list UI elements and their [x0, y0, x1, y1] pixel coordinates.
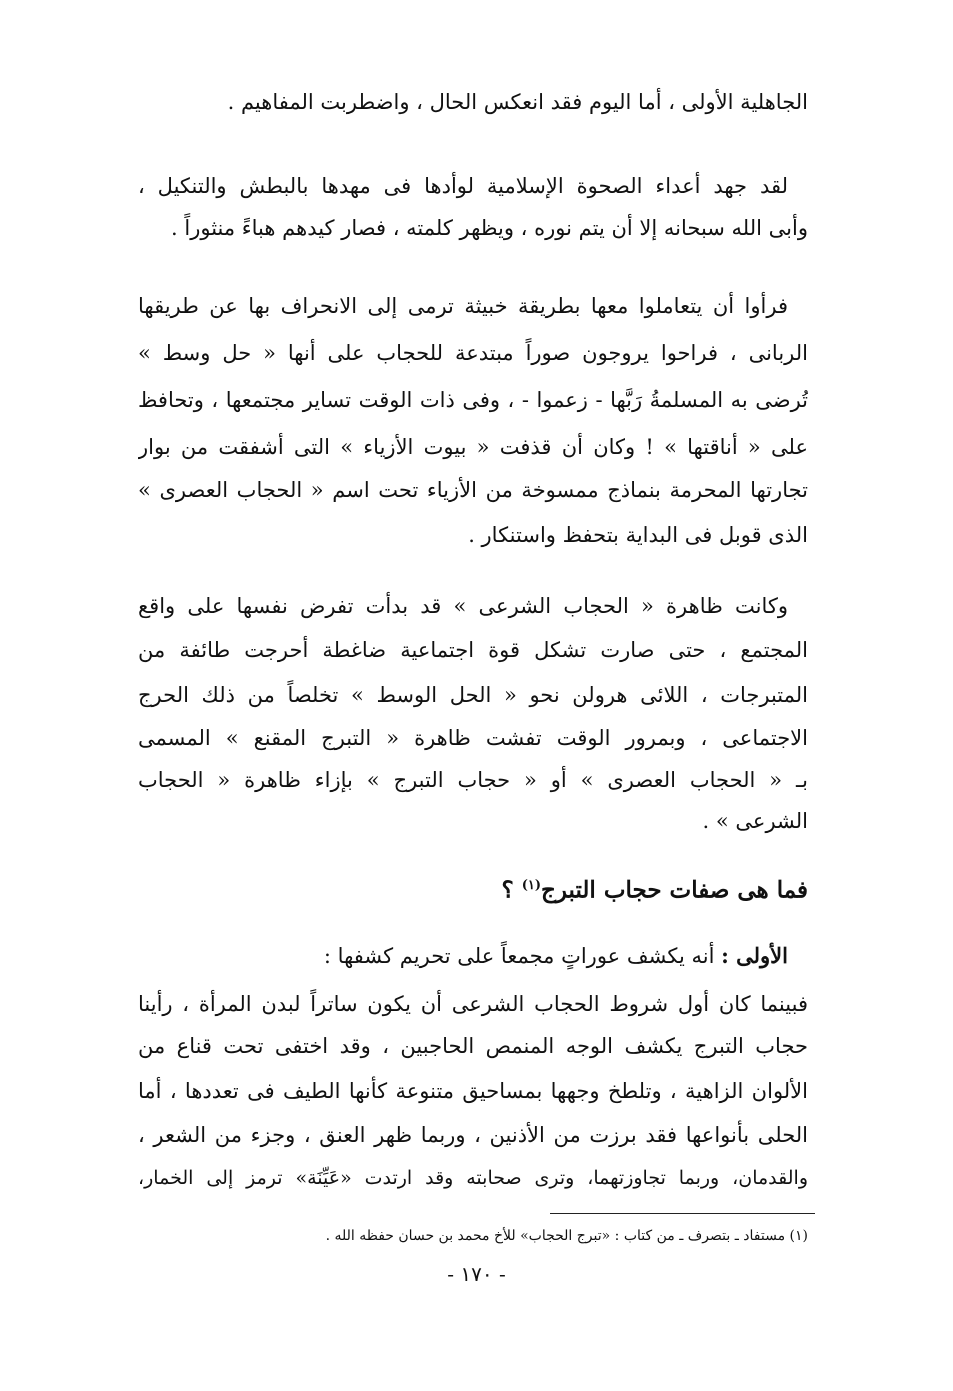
- text-line: والقدمان، وربما تجاوزتهما، وترى صحابته وقد ارتدت «عَيِّنَة» ترمز إلى الخمار،: [138, 1167, 808, 1189]
- text-line: على « أناقتها » ! وكان أن قذفت « بيوت الأزياء » التى أشفقت من بوار: [138, 435, 808, 459]
- text-line: حجاب التبرج يكشف الوجه المنمص الحاجبين ، وقد اختفى تحت قناع من: [138, 1034, 808, 1058]
- text-line: لقد جهد أعداء الصحوة الإسلامية لوأدها فى مهدها بالبطش والتنكيل ،: [138, 174, 788, 198]
- text-line: [138, 936, 788, 976]
- text-line: الألوان الزاهية ، وتلطخ وجهها بمساحيق متنوعة كأنها الطيف فى تعددها ، أما: [138, 1079, 808, 1103]
- text-line: فرأوا أن يتعاملوا معها بطريقة خبيثة ترمى إلى الانحراف بها عن طريقها: [138, 294, 788, 318]
- text-line: الاجتماعى ، وبمرور الوقت تفشت ظاهرة « التبرج المقنع » المسمى: [138, 726, 808, 750]
- footnote-divider: [550, 1213, 815, 1214]
- text-line: وكانت ظاهرة « الحجاب الشرعى » قد بدأت تفرض نفسها على واقع: [138, 594, 788, 618]
- text-line: الحلى بأنواعها فقد برزت من الأذنين ، وربما ظهر العنق ، وجزء من الشعر ،: [138, 1123, 808, 1147]
- text-line: المجتمع ، حتى صارت تشكل قوة اجتماعية ضاغطة أحرجت طائفة من: [138, 638, 808, 662]
- text-line: تُرضى به المسلمةُ رَبَّها - زعموا - ، وفى ذات الوقت تساير مجتمعها ، وتحافظ: [138, 388, 808, 412]
- heading-text: فما هى صفات حجاب التبرج: [541, 876, 808, 904]
- text-line: المتبرجات ، اللائى هرولن نحو « الحل الوسط » تخلصاً من ذلك الحرج: [138, 683, 808, 707]
- footnote: (١) مستفاد ـ بتصرف ـ من كتاب : «تبرج الحجاب» للأخ محمد بن حسان حفظه الله .: [325, 1228, 808, 1244]
- text-line: فبينما كان أول شروط الحجاب الشرعى أن يكون ساتراً لبدن المرأة ، رأينا: [138, 992, 808, 1016]
- text-line: الربانى ، فراحوا يروجون صوراً مبتدعة للحجاب على أنها « حل وسط »: [138, 341, 808, 365]
- text-line: بـ « الحجاب العصرى » أو « حجاب التبرج » بإزاء ظاهرة « الحجاب: [138, 768, 808, 792]
- heading-question-mark: ؟: [501, 876, 522, 904]
- text-line: الذى قوبل فى البداية بتحفظ واستنكار .: [468, 523, 808, 547]
- text-line: وأبى الله سبحانه إلا أن يتم نوره ، ويظهر كلمته ، فصار كيدهم هباءً منثوراً .: [171, 216, 808, 240]
- text-line: الجاهلية الأولى ، أما اليوم فقد انعكس الحال ، واضطربت المفاهيم .: [227, 90, 808, 114]
- text-line: الشرعى » .: [702, 809, 808, 833]
- footnote-marker: (١): [521, 878, 541, 893]
- first-point-label: الأولى :: [721, 943, 788, 968]
- section-heading: [138, 866, 808, 911]
- first-point-text: أنه يكشف عوراتٍ مجمعاً على تحريم كشفها :: [323, 944, 722, 968]
- text-line: تجارتها المحرمة بنماذج ممسوخة من الأزياء تحت اسم « الحجاب العصرى »: [138, 478, 808, 502]
- page-number: - ١٧٠ -: [447, 1262, 506, 1286]
